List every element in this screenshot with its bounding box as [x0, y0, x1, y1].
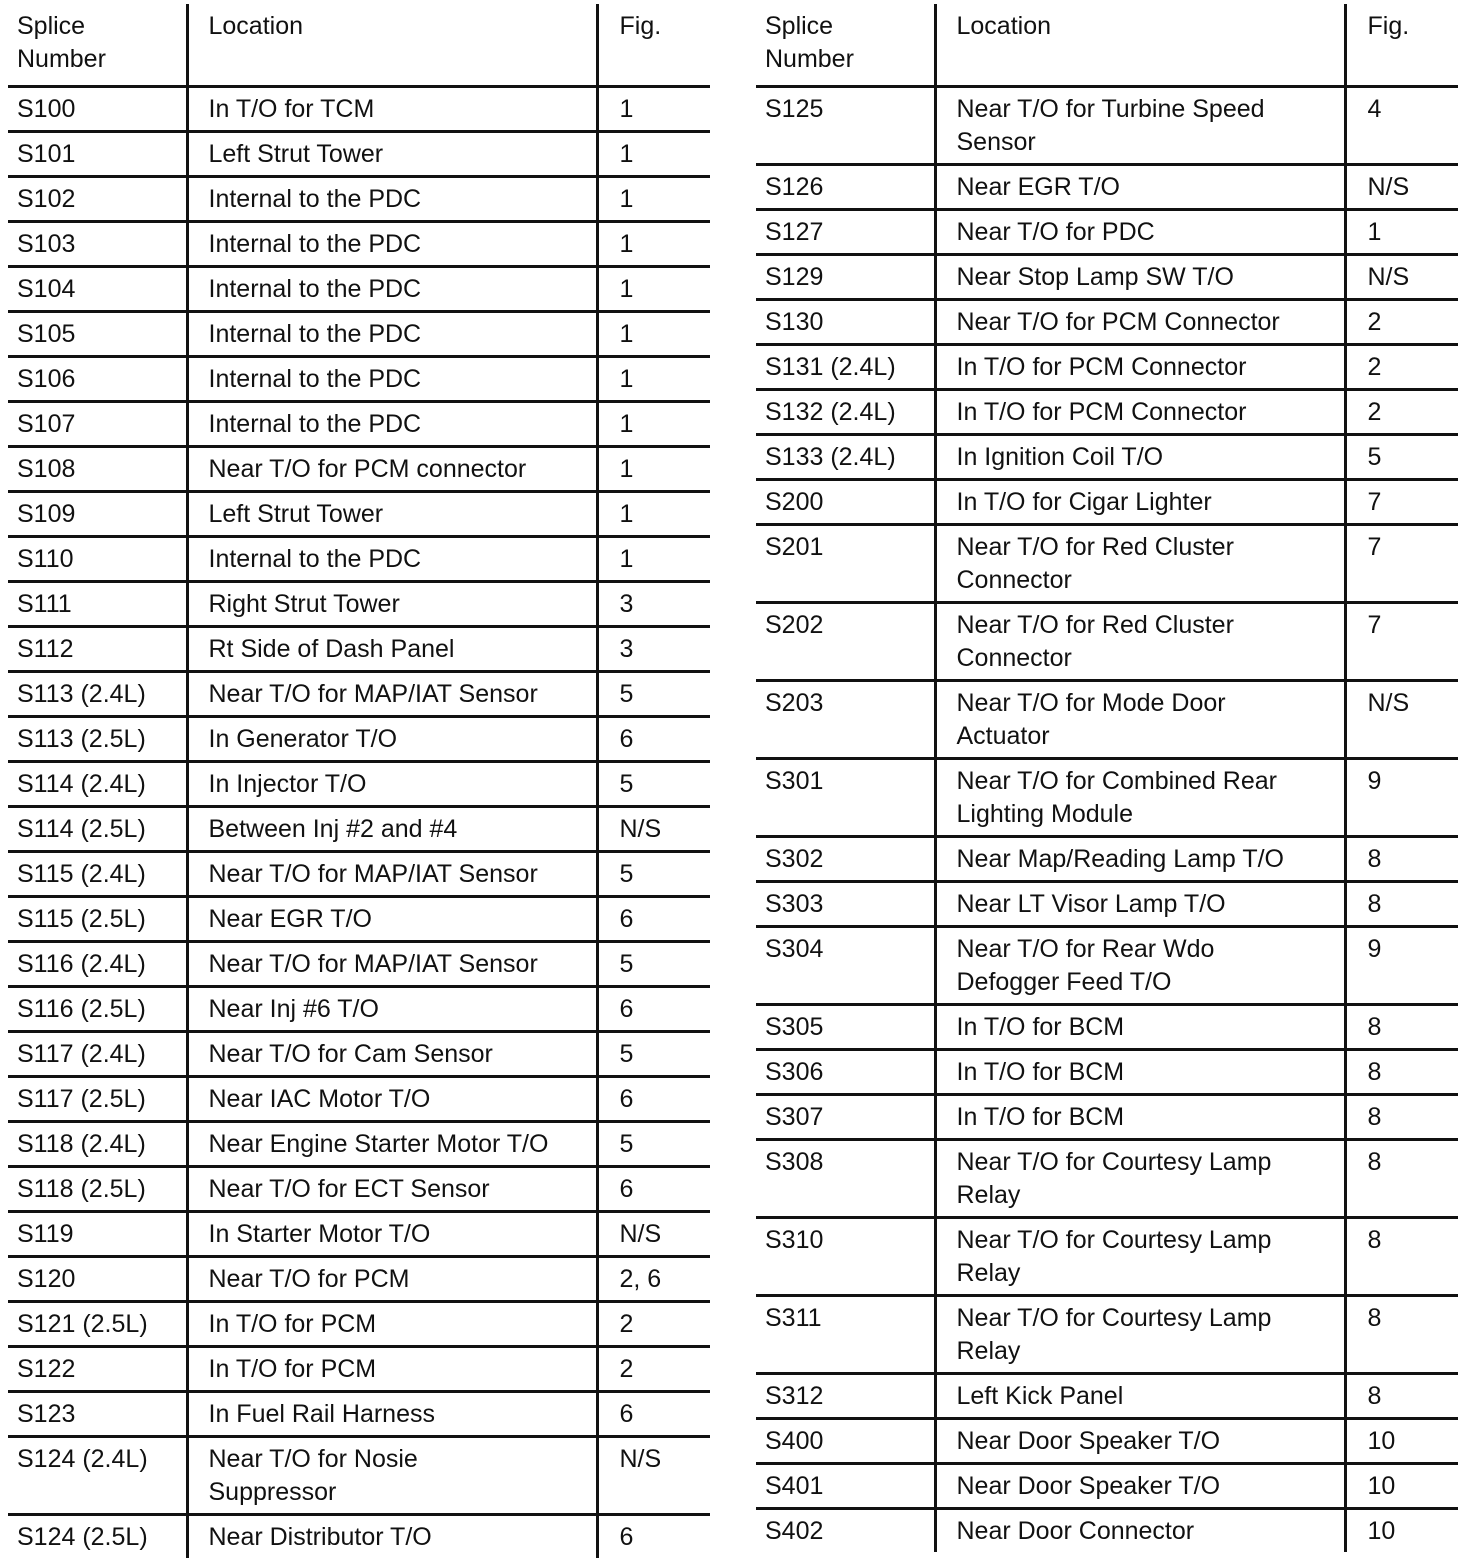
- splice-number-cell: S112: [8, 627, 187, 672]
- header-splice-number: Splice Number: [8, 4, 187, 87]
- location-cell: Left Strut Tower: [187, 132, 597, 177]
- table-row: [8, 1392, 710, 1437]
- table-row: [8, 537, 710, 582]
- table-row: [756, 759, 1458, 837]
- location-cell: Internal to the PDC: [187, 312, 597, 357]
- splice-number-cell: S119: [8, 1212, 187, 1257]
- location-cell: Near T/O for ECT Sensor: [187, 1167, 597, 1212]
- splice-number-cell: S104: [8, 267, 187, 312]
- location-cell: In T/O for BCM: [935, 1005, 1345, 1050]
- location-cell: Near Door Speaker T/O: [935, 1419, 1345, 1464]
- fig-cell: N/S: [597, 1437, 710, 1515]
- fig-cell: 8: [1345, 837, 1458, 882]
- fig-cell: 1: [1345, 210, 1458, 255]
- location-cell: Near T/O for PCM connector: [187, 447, 597, 492]
- fig-cell: 1: [597, 132, 710, 177]
- splice-number-cell: S311: [756, 1296, 935, 1374]
- location-cell: Near T/O for Mode Door Actuator: [935, 681, 1345, 759]
- location-cell: Right Strut Tower: [187, 582, 597, 627]
- table-row: [8, 87, 710, 132]
- table-row: [8, 1212, 710, 1257]
- table-row: [756, 1464, 1458, 1509]
- table-row: [8, 807, 710, 852]
- location-cell: Near EGR T/O: [935, 165, 1345, 210]
- fig-cell: 6: [597, 1515, 710, 1558]
- table-row: [8, 627, 710, 672]
- splice-number-cell: S111: [8, 582, 187, 627]
- fig-cell: 5: [597, 1032, 710, 1077]
- fig-cell: 5: [597, 1122, 710, 1167]
- table-row: [8, 1257, 710, 1302]
- fig-cell: 2, 6: [597, 1257, 710, 1302]
- location-cell: Internal to the PDC: [187, 267, 597, 312]
- location-cell: Near T/O for Courtesy Lamp Relay: [935, 1218, 1345, 1296]
- fig-cell: 10: [1345, 1509, 1458, 1553]
- fig-cell: 8: [1345, 1218, 1458, 1296]
- table-row: [756, 1374, 1458, 1419]
- location-cell: In T/O for BCM: [935, 1050, 1345, 1095]
- splice-number-cell: S115 (2.4L): [8, 852, 187, 897]
- fig-cell: 8: [1345, 1005, 1458, 1050]
- splice-number-cell: S305: [756, 1005, 935, 1050]
- splice-number-cell: S125: [756, 87, 935, 165]
- location-cell: Near T/O for MAP/IAT Sensor: [187, 852, 597, 897]
- splice-number-cell: S301: [756, 759, 935, 837]
- table-row: [756, 390, 1458, 435]
- table-row: [756, 603, 1458, 681]
- splice-number-cell: S126: [756, 165, 935, 210]
- location-cell: In T/O for PCM: [187, 1347, 597, 1392]
- location-cell: Near Door Speaker T/O: [935, 1464, 1345, 1509]
- splice-number-cell: S130: [756, 300, 935, 345]
- location-cell: Rt Side of Dash Panel: [187, 627, 597, 672]
- splice-number-cell: S114 (2.5L): [8, 807, 187, 852]
- fig-cell: 1: [597, 87, 710, 132]
- location-cell: Internal to the PDC: [187, 222, 597, 267]
- table-row: [756, 837, 1458, 882]
- table-row: [756, 525, 1458, 603]
- location-cell: Internal to the PDC: [187, 537, 597, 582]
- splice-number-cell: S133 (2.4L): [756, 435, 935, 480]
- splice-number-cell: S123: [8, 1392, 187, 1437]
- splice-number-cell: S304: [756, 927, 935, 1005]
- location-cell: In Ignition Coil T/O: [935, 435, 1345, 480]
- location-cell: Near T/O for Rear Wdo Defogger Feed T/O: [935, 927, 1345, 1005]
- fig-cell: N/S: [1345, 165, 1458, 210]
- splice-number-cell: S107: [8, 402, 187, 447]
- fig-cell: 10: [1345, 1419, 1458, 1464]
- table-row: [756, 480, 1458, 525]
- table-row: [8, 1437, 710, 1515]
- fig-cell: 5: [597, 942, 710, 987]
- fig-cell: 4: [1345, 87, 1458, 165]
- splice-number-cell: S307: [756, 1095, 935, 1140]
- fig-cell: 6: [597, 897, 710, 942]
- fig-cell: 5: [597, 852, 710, 897]
- location-cell: In Injector T/O: [187, 762, 597, 807]
- table-row: [756, 255, 1458, 300]
- table-row: [756, 927, 1458, 1005]
- header-location: Location: [935, 4, 1345, 87]
- splice-number-cell: S118 (2.5L): [8, 1167, 187, 1212]
- fig-cell: 2: [1345, 300, 1458, 345]
- splice-number-cell: S108: [8, 447, 187, 492]
- fig-cell: N/S: [597, 807, 710, 852]
- location-cell: Between Inj #2 and #4: [187, 807, 597, 852]
- splice-number-cell: S127: [756, 210, 935, 255]
- table-row: [8, 402, 710, 447]
- splice-number-cell: S106: [8, 357, 187, 402]
- location-cell: Near Map/Reading Lamp T/O: [935, 837, 1345, 882]
- location-cell: Left Strut Tower: [187, 492, 597, 537]
- location-cell: Internal to the PDC: [187, 402, 597, 447]
- table-row: [756, 882, 1458, 927]
- splice-number-cell: S116 (2.4L): [8, 942, 187, 987]
- table-row: [8, 1167, 710, 1212]
- table-row: [8, 717, 710, 762]
- location-cell: Near T/O for PCM: [187, 1257, 597, 1302]
- table-row: [8, 897, 710, 942]
- splice-number-cell: S312: [756, 1374, 935, 1419]
- fig-cell: N/S: [1345, 255, 1458, 300]
- location-cell: Near IAC Motor T/O: [187, 1077, 597, 1122]
- location-cell: Near T/O for Red Cluster Connector: [935, 603, 1345, 681]
- header-splice-number: Splice Number: [756, 4, 935, 87]
- table-row: [756, 1140, 1458, 1218]
- header-row: [8, 4, 710, 87]
- splice-number-cell: S306: [756, 1050, 935, 1095]
- location-cell: Near T/O for Turbine Speed Sensor: [935, 87, 1345, 165]
- fig-cell: 7: [1345, 525, 1458, 603]
- fig-cell: 7: [1345, 480, 1458, 525]
- splice-number-cell: S401: [756, 1464, 935, 1509]
- location-cell: Internal to the PDC: [187, 357, 597, 402]
- table-row: [8, 177, 710, 222]
- table-row: [756, 1005, 1458, 1050]
- fig-cell: 5: [597, 762, 710, 807]
- table-row: [8, 222, 710, 267]
- table-row: [8, 762, 710, 807]
- splice-number-cell: S122: [8, 1347, 187, 1392]
- table-row: [8, 582, 710, 627]
- location-cell: Near Distributor T/O: [187, 1515, 597, 1558]
- fig-cell: 9: [1345, 927, 1458, 1005]
- splice-number-cell: S115 (2.5L): [8, 897, 187, 942]
- table-row: [8, 357, 710, 402]
- location-cell: In T/O for BCM: [935, 1095, 1345, 1140]
- table-row: [756, 1218, 1458, 1296]
- splice-number-cell: S117 (2.4L): [8, 1032, 187, 1077]
- fig-cell: 8: [1345, 882, 1458, 927]
- table-row: [8, 447, 710, 492]
- fig-cell: 6: [597, 987, 710, 1032]
- splice-number-cell: S117 (2.5L): [8, 1077, 187, 1122]
- splice-number-cell: S114 (2.4L): [8, 762, 187, 807]
- table-row: [756, 1050, 1458, 1095]
- fig-cell: 5: [597, 672, 710, 717]
- location-cell: Near T/O for MAP/IAT Sensor: [187, 942, 597, 987]
- fig-cell: 7: [1345, 603, 1458, 681]
- fig-cell: 1: [597, 222, 710, 267]
- location-cell: Near T/O for Nosie Suppressor: [187, 1437, 597, 1515]
- fig-cell: 1: [597, 312, 710, 357]
- location-cell: Near T/O for MAP/IAT Sensor: [187, 672, 597, 717]
- location-cell: Near T/O for Cam Sensor: [187, 1032, 597, 1077]
- table-row: [756, 300, 1458, 345]
- header-fig: Fig.: [1345, 4, 1458, 87]
- splice-number-cell: S131 (2.4L): [756, 345, 935, 390]
- splice-number-cell: S103: [8, 222, 187, 267]
- fig-cell: 1: [597, 402, 710, 447]
- fig-cell: 8: [1345, 1050, 1458, 1095]
- splice-number-cell: S100: [8, 87, 187, 132]
- splice-number-cell: S201: [756, 525, 935, 603]
- splice-number-cell: S120: [8, 1257, 187, 1302]
- location-cell: Near T/O for Red Cluster Connector: [935, 525, 1345, 603]
- fig-cell: 2: [597, 1302, 710, 1347]
- fig-cell: 1: [597, 267, 710, 312]
- location-cell: Near T/O for Courtesy Lamp Relay: [935, 1140, 1345, 1218]
- splice-number-cell: S132 (2.4L): [756, 390, 935, 435]
- location-cell: Near Stop Lamp SW T/O: [935, 255, 1345, 300]
- splice-table-right: [756, 4, 1458, 1552]
- table-row: [8, 1032, 710, 1077]
- location-cell: Near T/O for Combined Rear Lighting Module: [935, 759, 1345, 837]
- location-cell: Near T/O for PCM Connector: [935, 300, 1345, 345]
- splice-number-cell: S303: [756, 882, 935, 927]
- splice-number-cell: S302: [756, 837, 935, 882]
- table-row: [8, 1077, 710, 1122]
- location-cell: Near Inj #6 T/O: [187, 987, 597, 1032]
- splice-number-cell: S124 (2.4L): [8, 1437, 187, 1515]
- splice-number-cell: S101: [8, 132, 187, 177]
- fig-cell: 3: [597, 627, 710, 672]
- fig-cell: 8: [1345, 1374, 1458, 1419]
- table-row: [8, 1122, 710, 1167]
- splice-number-cell: S402: [756, 1509, 935, 1553]
- fig-cell: 1: [597, 177, 710, 222]
- splice-number-cell: S400: [756, 1419, 935, 1464]
- fig-cell: 6: [597, 1167, 710, 1212]
- location-cell: In T/O for PCM Connector: [935, 390, 1345, 435]
- splice-number-cell: S203: [756, 681, 935, 759]
- fig-cell: 6: [597, 717, 710, 762]
- location-cell: Near Door Connector: [935, 1509, 1345, 1553]
- header-row: [756, 4, 1458, 87]
- splice-number-cell: S110: [8, 537, 187, 582]
- table-row: [756, 165, 1458, 210]
- location-cell: Near EGR T/O: [187, 897, 597, 942]
- fig-cell: 1: [597, 447, 710, 492]
- splice-number-cell: S202: [756, 603, 935, 681]
- splice-number-cell: S129: [756, 255, 935, 300]
- location-cell: Near T/O for Courtesy Lamp Relay: [935, 1296, 1345, 1374]
- fig-cell: 8: [1345, 1296, 1458, 1374]
- location-cell: In T/O for TCM: [187, 87, 597, 132]
- table-row: [8, 1347, 710, 1392]
- fig-cell: 5: [1345, 435, 1458, 480]
- location-cell: In Starter Motor T/O: [187, 1212, 597, 1257]
- splice-number-cell: S102: [8, 177, 187, 222]
- table-row: [756, 1296, 1458, 1374]
- table-row: [756, 1419, 1458, 1464]
- table-row: [8, 132, 710, 177]
- table-row: [756, 681, 1458, 759]
- location-cell: In Fuel Rail Harness: [187, 1392, 597, 1437]
- fig-cell: 2: [597, 1347, 710, 1392]
- table-row: [8, 1515, 710, 1558]
- location-cell: Left Kick Panel: [935, 1374, 1345, 1419]
- table-row: [8, 492, 710, 537]
- table-row: [8, 942, 710, 987]
- table-row: [8, 987, 710, 1032]
- fig-cell: 6: [597, 1077, 710, 1122]
- fig-cell: 8: [1345, 1095, 1458, 1140]
- splice-number-cell: S109: [8, 492, 187, 537]
- location-cell: Near LT Visor Lamp T/O: [935, 882, 1345, 927]
- location-cell: In T/O for PCM Connector: [935, 345, 1345, 390]
- location-cell: Near T/O for PDC: [935, 210, 1345, 255]
- splice-number-cell: S200: [756, 480, 935, 525]
- splice-number-cell: S118 (2.4L): [8, 1122, 187, 1167]
- fig-cell: 2: [1345, 390, 1458, 435]
- header-location: Location: [187, 4, 597, 87]
- fig-cell: 1: [597, 492, 710, 537]
- fig-cell: 8: [1345, 1140, 1458, 1218]
- fig-cell: 1: [597, 357, 710, 402]
- fig-cell: 6: [597, 1392, 710, 1437]
- table-row: [756, 1095, 1458, 1140]
- location-cell: In T/O for PCM: [187, 1302, 597, 1347]
- table-row: [8, 852, 710, 897]
- table-row: [8, 312, 710, 357]
- splice-number-cell: S113 (2.4L): [8, 672, 187, 717]
- fig-cell: 3: [597, 582, 710, 627]
- location-cell: Internal to the PDC: [187, 177, 597, 222]
- table-row: [8, 267, 710, 312]
- table-row: [756, 345, 1458, 390]
- splice-number-cell: S310: [756, 1218, 935, 1296]
- splice-number-cell: S116 (2.5L): [8, 987, 187, 1032]
- fig-cell: 2: [1345, 345, 1458, 390]
- fig-cell: N/S: [1345, 681, 1458, 759]
- header-fig: Fig.: [597, 4, 710, 87]
- fig-cell: N/S: [597, 1212, 710, 1257]
- splice-table-left: [8, 4, 710, 1558]
- table-row: [8, 672, 710, 717]
- location-cell: In T/O for Cigar Lighter: [935, 480, 1345, 525]
- table-row: [756, 210, 1458, 255]
- splice-number-cell: S113 (2.5L): [8, 717, 187, 762]
- splice-number-cell: S105: [8, 312, 187, 357]
- table-row: [756, 1509, 1458, 1553]
- splice-number-cell: S124 (2.5L): [8, 1515, 187, 1558]
- fig-cell: 9: [1345, 759, 1458, 837]
- table-row: [756, 435, 1458, 480]
- fig-cell: 1: [597, 537, 710, 582]
- location-cell: Near Engine Starter Motor T/O: [187, 1122, 597, 1167]
- table-row: [756, 87, 1458, 165]
- splice-number-cell: S121 (2.5L): [8, 1302, 187, 1347]
- location-cell: In Generator T/O: [187, 717, 597, 762]
- table-row: [8, 1302, 710, 1347]
- splice-number-cell: S308: [756, 1140, 935, 1218]
- fig-cell: 10: [1345, 1464, 1458, 1509]
